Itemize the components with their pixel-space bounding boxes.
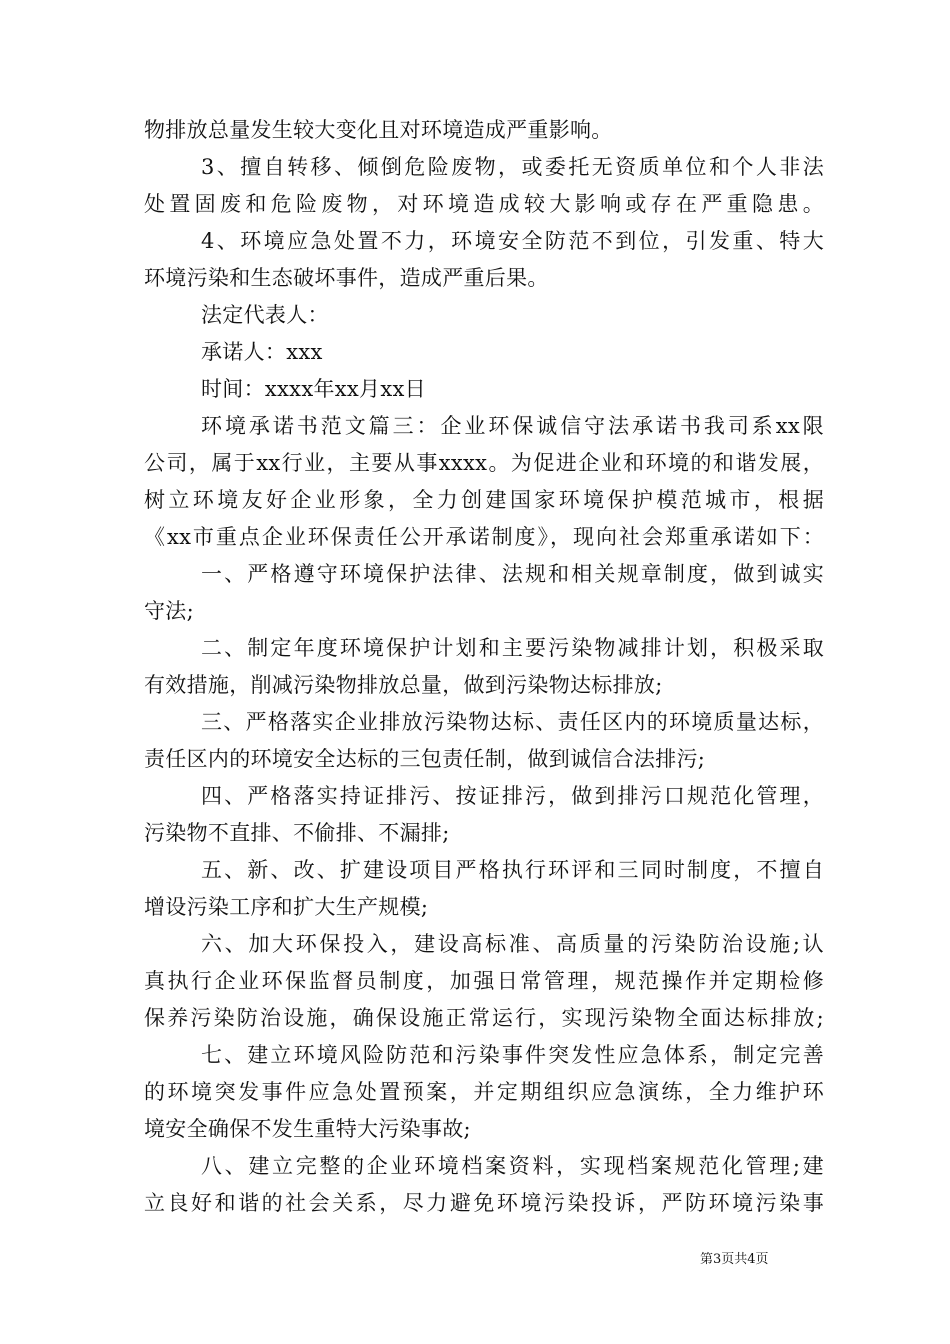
legal-representative-line: 法定代表人： <box>201 303 329 327</box>
text-line: 4、环境应急处置不力，环境安全防范不到位，引发重、特大 <box>201 229 824 253</box>
page-number-footer: 第3页共4页 <box>700 1252 769 1267</box>
text-line: 公司，属于xx行业，主要从事xxxx。为促进企业和环境的和谐发展， <box>144 451 824 475</box>
text-line: 八、建立完整的企业环境档案资料，实现档案规范化管理;建 <box>201 1154 824 1178</box>
text-line: 树立环境友好企业形象，全力创建国家环境保护模范城市，根据 <box>144 488 824 512</box>
text-line: 七、建立环境风险防范和污染事件突发性应急体系，制定完善 <box>201 1043 824 1067</box>
text-line: 六、加大环保投入，建设高标准、高质量的污染防治设施;认 <box>201 932 824 956</box>
text-line: 物排放总量发生较大变化且对环境造成严重影响。 <box>144 118 613 142</box>
text-line: 《xx市重点企业环保责任公开承诺制度》，现向社会郑重承诺如下： <box>144 525 824 549</box>
text-line: 三、严格落实企业排放污染物达标、责任区内的环境质量达标， <box>201 710 824 734</box>
text-line: 二、制定年度环境保护计划和主要污染物减排计划，积极采取 <box>201 636 824 660</box>
text-line: 四、严格落实持证排污、按证排污，做到排污口规范化管理， <box>201 784 824 808</box>
text-line: 环境承诺书范文篇三：企业环保诚信守法承诺书我司系xx限 <box>201 414 824 438</box>
text-line: 环境污染和生态破坏事件，造成严重后果。 <box>144 266 549 290</box>
text-line: 一、严格遵守环境保护法律、法规和相关规章制度，做到诚实 <box>201 562 824 586</box>
text-line: 增设污染工序和扩大生产规模; <box>144 895 429 919</box>
text-line: 有效措施，削减污染物排放总量，做到污染物达标排放; <box>144 673 663 697</box>
text-line: 污染物不直排、不偷排、不漏排; <box>144 821 450 845</box>
text-line: 境安全确保不发生重特大污染事故; <box>144 1117 471 1141</box>
text-line: 责任区内的环境安全达标的三包责任制，做到诚信合法排污; <box>144 747 706 771</box>
date-line: 时间：xxxx年xx月xx日 <box>201 377 426 401</box>
document-body <box>144 112 824 1222</box>
text-line: 处置固废和危险废物，对环境造成较大影响或存在严重隐患。 <box>144 192 824 216</box>
text-line: 保养污染防治设施，确保设施正常运行，实现污染物全面达标排放; <box>144 1006 824 1030</box>
text-line: 五、新、改、扩建设项目严格执行环评和三同时制度，不擅自 <box>201 858 824 882</box>
text-line: 守法; <box>144 599 194 623</box>
promisor-line: 承诺人：xxx <box>201 340 323 364</box>
text-line: 立良好和谐的社会关系，尽力避免环境污染投诉，严防环境污染事 <box>144 1191 824 1215</box>
text-line: 的环境突发事件应急处置预案，并定期组织应急演练，全力维护环 <box>144 1080 824 1104</box>
text-line: 3、擅自转移、倾倒危险废物，或委托无资质单位和个人非法 <box>201 155 824 179</box>
text-line: 真执行企业环保监督员制度，加强日常管理，规范操作并定期检修 <box>144 969 824 993</box>
